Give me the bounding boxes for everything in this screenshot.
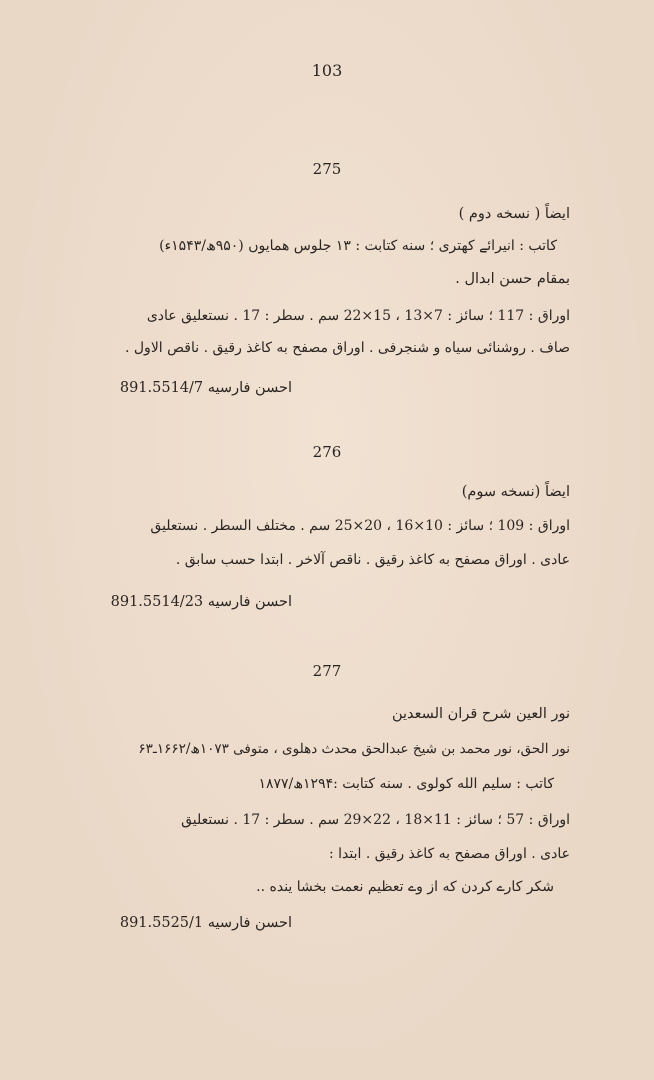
entry-number: 276 [312,443,342,461]
entry-line: نور الحق، نور محمد بن شیخ عبدالحق محدث دهلوی ، متوفی ۱۰۷۳ھ/۱۶۶۲ـ۶۳ [138,741,570,757]
entry-line: اوراق : 109 ؛ سائز : 10×16 ، 20×25 سم . مختلف السطر . نستعلیق [150,518,570,534]
shelf-mark [72,915,292,931]
entry-title: نور العین شرح قران السعدین [391,706,570,722]
shelf-mark [72,594,292,610]
shelf-mark [72,380,292,396]
entry-line: بمقام حسن ابدال . [455,271,570,287]
entry-title: ایضاً ( نسخه دوم ) [458,206,570,222]
shelf-label: احسن فارسیه [207,380,292,396]
entry-number: 275 [312,160,342,178]
entry-number: 277 [312,662,342,680]
shelf-number: 891.5514/23 [110,594,204,610]
entry-line: شکر کارے کردن که از وے تعظیم نعمت بخشا ینده .. [256,879,554,895]
entry-line: اوراق : 57 ؛ سائز : 11×18 ، 22×29 سم . سطر : 17 . نستعلیق [181,812,570,828]
shelf-number: 891.5525/1 [119,915,204,931]
entry-line: عادی . اوراق مصفح به کاغذ رقیق . ابتدا : [328,846,570,862]
shelf-label: احسن فارسیه [207,594,292,610]
entry-line: عادی . اوراق مصفح به کاغذ رقیق . ناقص آلاخر . ابتدا حسب سابق . [175,552,570,568]
entry-line: کاتب : سلیم الله کولوی . سنه کتابت :۱۲۹۴ھ/۱۸۷۷ [258,776,554,792]
shelf-number: 891.5514/7 [119,380,204,396]
entry-line: اوراق : 117 ؛ سائز : 7×13 ، 15×22 سم . سطر : 17 . نستعلیق عادی [146,308,570,324]
page-number: 103 [311,61,343,80]
shelf-label: احسن فارسیه [207,915,292,931]
entry-line: کاتب : انیرائے کھتری ؛ سنه کتابت : ۱۳ جلوس همایوں (۹۵۰ھ/۱۵۴۳ء) [159,238,557,254]
entry-line: صاف . روشنائی سیاه و شنجرفی . اوراق مصفح به کاغذ رقیق . ناقص الاول . [124,340,570,356]
entry-title: ایضاً (نسخه سوم) [461,484,570,500]
